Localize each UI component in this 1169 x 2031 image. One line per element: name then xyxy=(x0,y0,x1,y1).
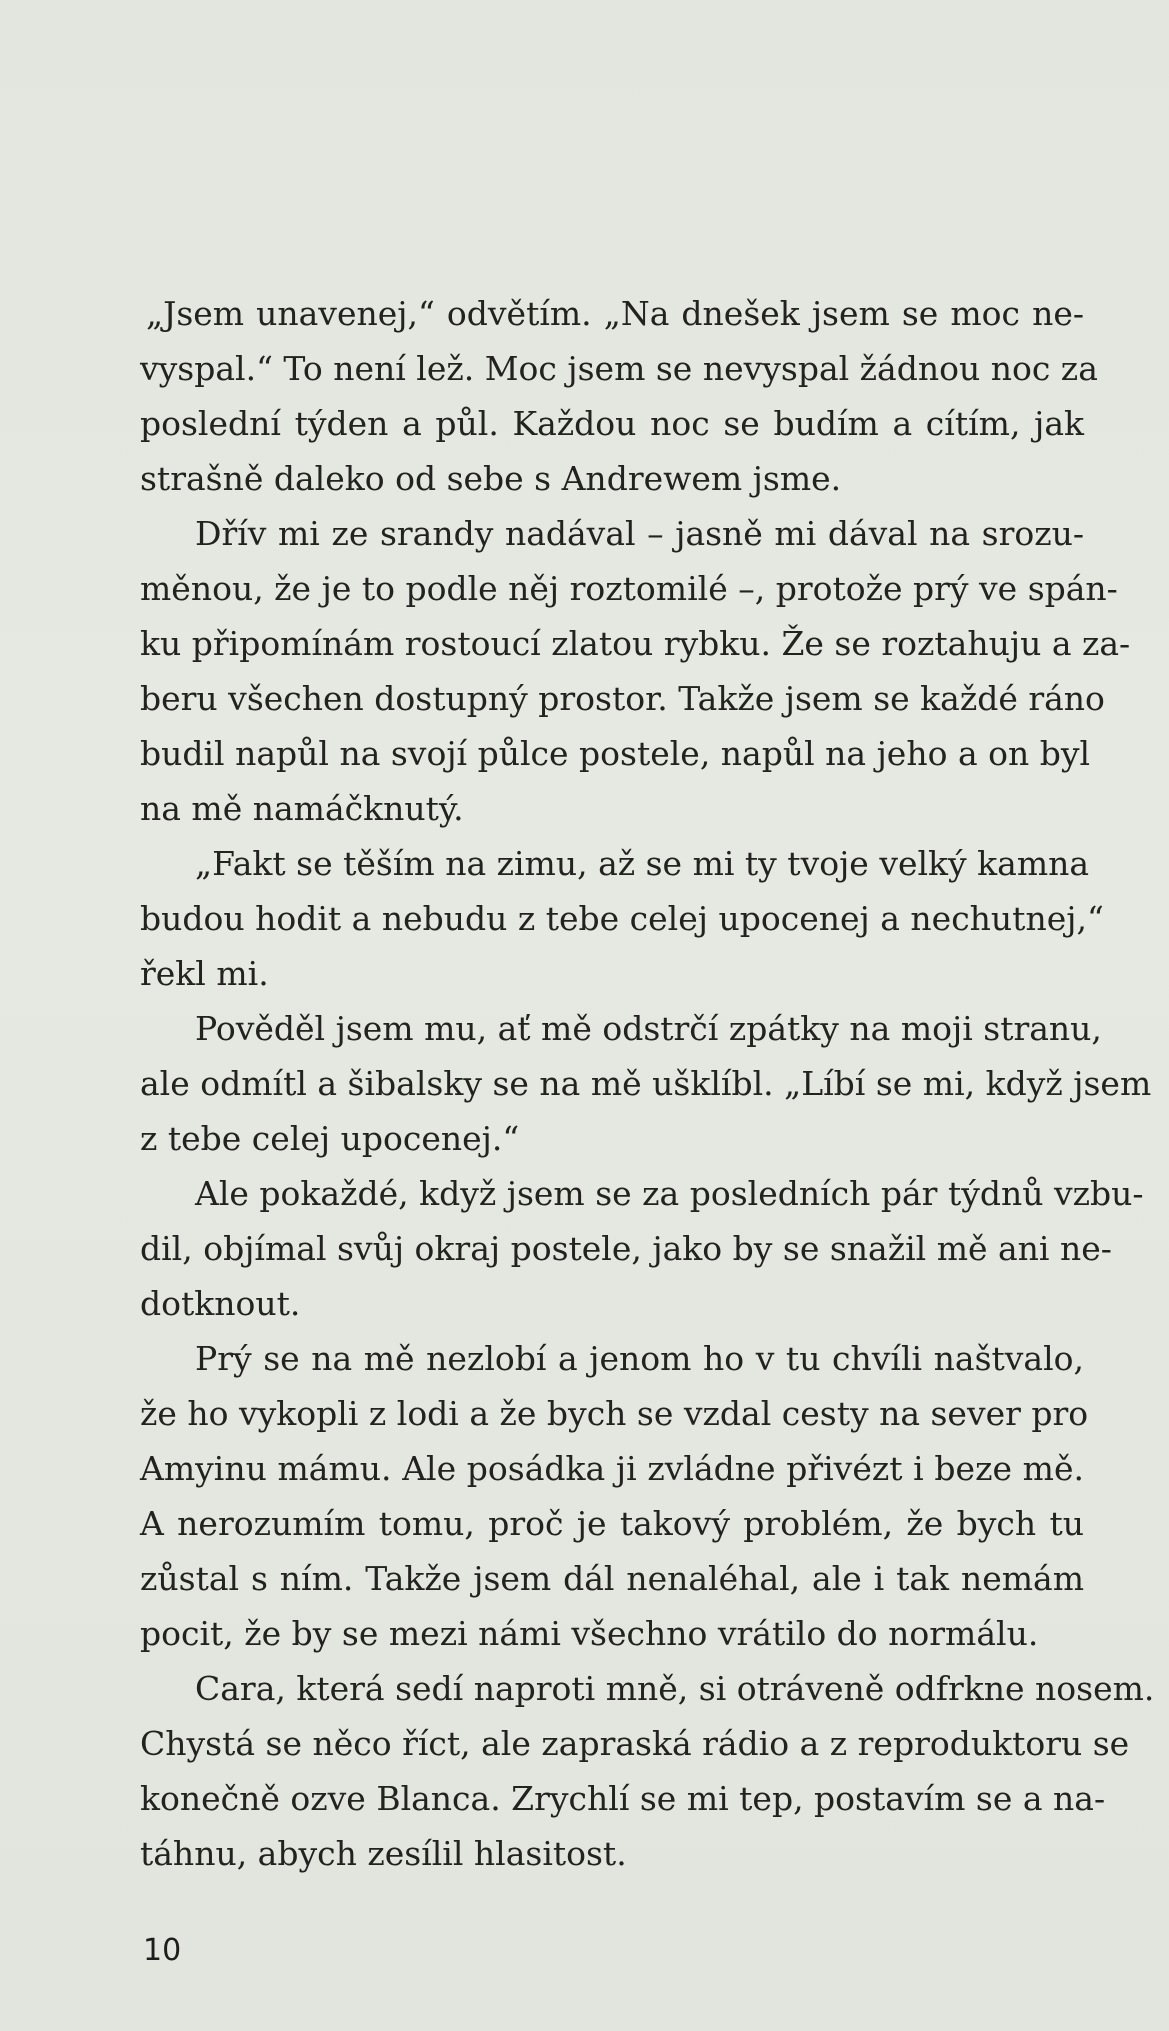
text-line: strašně daleko od sebe s Andrewem jsme. xyxy=(140,459,842,498)
text-line: pocit, že by se mezi námi všechno vrátilo do normálu. xyxy=(140,1614,1039,1653)
text-line: „Fakt se těším na zimu, až se mi ty tvoje velký kamna xyxy=(195,844,1090,883)
text-line: na mě namáčknutý. xyxy=(140,789,464,828)
body-text xyxy=(140,286,1155,1881)
paragraph xyxy=(140,1001,1152,1166)
text-line: Chystá se něco říct, ale zapraská rádio a z reproduktoru se xyxy=(140,1724,1130,1763)
paragraph xyxy=(140,1331,1089,1661)
text-line: Prý se na mě nezlobí a jenom ho v tu chvíli naštvalo, xyxy=(195,1339,1084,1378)
text-line: Dřív mi ze srandy nadával – jasně mi dával na srozu- xyxy=(195,514,1084,553)
text-line: „Jsem unavenej,“ odvětím. „Na dnešek jsem se moc ne- xyxy=(146,294,1084,333)
paragraph xyxy=(140,506,1131,836)
text-line: Amyinu mámu. Ale posádka ji zvládne přivézt i beze mě. xyxy=(140,1449,1084,1488)
text-line: beru všechen dostupný prostor. Takže jsem se každé ráno xyxy=(140,679,1105,718)
text-line: že ho vykopli z lodi a že bych se vzdal cesty na sever pro xyxy=(140,1394,1089,1433)
text-line: Pověděl jsem mu, ať mě odstrčí zpátky na moji stranu, xyxy=(195,1009,1102,1048)
page-number: 10 xyxy=(143,1933,182,1968)
text-line: budou hodit a nebudu z tebe celej upocenej a nechutnej,“ xyxy=(140,899,1104,938)
text-line: zůstal s ním. Takže jsem dál nenaléhal, ale i tak nemám xyxy=(140,1559,1084,1598)
text-line: z tebe celej upocenej.“ xyxy=(140,1119,520,1158)
text-line: měnou, že je to podle něj roztomilé –, protože prý ve spán- xyxy=(140,569,1118,608)
text-line: budil napůl na svojí půlce postele, napůl na jeho a on byl xyxy=(140,734,1091,773)
text-line: dotknout. xyxy=(140,1284,301,1323)
text-line: táhnu, abych zesílil hlasitost. xyxy=(140,1834,627,1873)
text-line: Cara, která sedí naproti mně, si otráveně odfrkne nosem. xyxy=(195,1669,1155,1708)
text-line: poslední týden a půl. Každou noc se budím a cítím, jak xyxy=(140,404,1084,443)
text-line: konečně ozve Blanca. Zrychlí se mi tep, postavím se a na- xyxy=(140,1779,1106,1818)
paragraph xyxy=(140,1166,1144,1331)
text-line: Ale pokaždé, když jsem se za posledních pár týdnů vzbu- xyxy=(195,1174,1144,1213)
text-line: ku připomínám rostoucí zlatou rybku. Že se roztahuju a za- xyxy=(140,624,1131,663)
text-line: A nerozumím tomu, proč je takový problém, že bych tu xyxy=(140,1504,1084,1543)
text-line: řekl mi. xyxy=(140,954,269,993)
paragraph xyxy=(140,1661,1155,1881)
text-line: vyspal.“ To není lež. Moc jsem se nevyspal žádnou noc za xyxy=(140,349,1098,388)
paragraph xyxy=(140,286,1098,506)
text-line: dil, objímal svůj okraj postele, jako by se snažil mě ani ne- xyxy=(140,1229,1112,1268)
text-line: ale odmítl a šibalsky se na mě ušklíbl. „Líbí se mi, když jsem xyxy=(140,1064,1152,1103)
paragraph xyxy=(140,836,1104,1001)
